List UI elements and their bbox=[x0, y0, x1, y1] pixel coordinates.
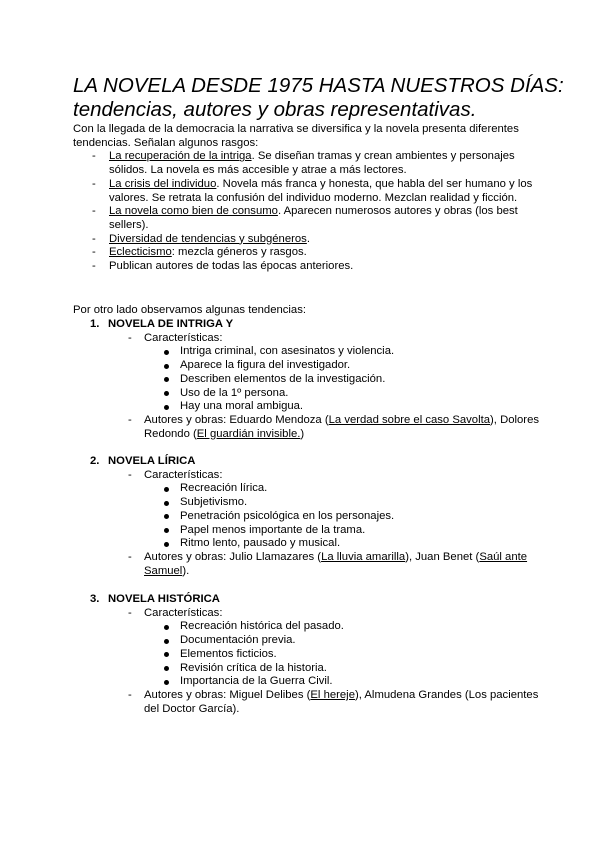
rasgo-item bbox=[73, 205, 543, 232]
section-heading bbox=[73, 455, 553, 469]
section-title: NOVELA HISTÓRICA bbox=[108, 593, 220, 605]
list-item: Recreación histórica del pasado. bbox=[144, 620, 553, 634]
autores-item bbox=[73, 551, 553, 578]
list-item: Hay una moral ambigua. bbox=[144, 400, 553, 414]
list-item: Papel menos importante de la trama. bbox=[144, 524, 553, 538]
autores-text: ) bbox=[300, 427, 305, 440]
section-number: 2. bbox=[90, 455, 100, 467]
section-title: NOVELA LÍRICA bbox=[108, 455, 196, 467]
list-item: Intriga criminal, con asesinatos y violencia. bbox=[144, 345, 553, 359]
section-number: 1. bbox=[90, 318, 100, 330]
rasgo-desc: . Aparecen numerosos autores y obras (los best sellers). bbox=[109, 205, 518, 231]
list-item: Penetración psicológica en los personajes. bbox=[144, 510, 553, 524]
caracteristicas-item bbox=[73, 607, 553, 689]
obra-title: La lluvia amarilla bbox=[321, 550, 406, 563]
list-item: Elementos ficticios. bbox=[144, 648, 553, 662]
rasgo-desc: . bbox=[306, 232, 310, 245]
caracteristicas-label: Características: bbox=[144, 331, 223, 344]
document-title: LA NOVELA DESDE 1975 HASTA NUESTROS DÍAS: tendencias, autores y obras representativas. bbox=[73, 74, 564, 121]
caracteristicas-label: Características: bbox=[144, 606, 223, 619]
autores-text: ), Juan Benet ( bbox=[405, 550, 480, 563]
autores-text: Autores y obras: Julio Llamazares ( bbox=[144, 550, 322, 563]
rasgo-term: Diversidad de tendencias y subgéneros bbox=[109, 232, 307, 245]
autores-item bbox=[73, 689, 553, 716]
intro-paragraph: Con la llegada de la democracia la narrativa se diversifica y la novela presenta diferentes tendencias. Señalan algunos rasgos: bbox=[73, 123, 519, 149]
rasgo-item bbox=[73, 246, 543, 260]
section-historica bbox=[73, 593, 553, 716]
section-sublist bbox=[73, 469, 553, 579]
rasgo-term: La recuperación de la intriga bbox=[109, 150, 252, 163]
tendencias-intro: Por otro lado observamos algunas tendencias: bbox=[73, 304, 306, 316]
obra-title: El hereje bbox=[310, 688, 355, 701]
section-heading bbox=[73, 593, 553, 607]
section-number: 3. bbox=[90, 593, 100, 605]
list-item: Ritmo lento, pausado y musical. bbox=[144, 537, 553, 551]
list-item: Aparece la figura del investigador. bbox=[144, 359, 553, 373]
autores-item bbox=[73, 414, 553, 441]
rasgo-item bbox=[73, 233, 543, 247]
list-item: Describen elementos de la investigación. bbox=[144, 373, 553, 387]
rasgo-term: Eclecticismo bbox=[109, 246, 172, 259]
section-lirica bbox=[73, 455, 553, 578]
rasgo-desc: . Novela más franca y honesta, que habla del ser humano y los valores. Se retrata la confusión del individuo moderno. Mezclan realidad y ficción. bbox=[109, 177, 533, 204]
autores-text: ). bbox=[182, 564, 190, 577]
rasgo-desc: . Se diseñan tramas y crean ambientes y personajes sólidos. La novela es más accesible y atrae a más lectores. bbox=[109, 150, 515, 177]
rasgo-term: La novela como bien de consumo bbox=[109, 205, 278, 218]
list-item: Importancia de la Guerra Civil. bbox=[144, 675, 553, 689]
caracteristicas-label: Características: bbox=[144, 468, 223, 481]
caracteristicas-item bbox=[73, 332, 553, 414]
rasgo-term: La crisis del individuo bbox=[109, 177, 217, 190]
autores-text: Autores y obras: Miguel Delibes ( bbox=[144, 688, 311, 701]
rasgo-desc: : mezcla géneros y rasgos. bbox=[171, 246, 307, 259]
caracteristicas-list bbox=[144, 482, 553, 551]
list-item: Subjetivismo. bbox=[144, 496, 553, 510]
rasgo-item bbox=[73, 178, 543, 205]
intro-block bbox=[73, 123, 543, 274]
section-heading bbox=[73, 318, 553, 332]
list-item: Documentación previa. bbox=[144, 634, 553, 648]
section-sublist bbox=[73, 332, 553, 442]
list-item: Revisión crítica de la historia. bbox=[144, 662, 553, 676]
rasgo-item bbox=[73, 150, 543, 177]
rasgo-desc: Publican autores de todas las épocas anteriores. bbox=[109, 260, 354, 273]
obra-title: El guardián invisible. bbox=[196, 427, 301, 440]
section-title: NOVELA DE INTRIGA Y bbox=[108, 318, 234, 330]
caracteristicas-item bbox=[73, 469, 553, 551]
autores-text: ), Almudena Grandes (Los pacientes del Doctor García). bbox=[144, 688, 539, 715]
list-item: Recreación lírica. bbox=[144, 482, 553, 496]
rasgos-list bbox=[73, 150, 543, 273]
autores-text: ), Dolores Redondo ( bbox=[144, 413, 539, 440]
section-sublist bbox=[73, 607, 553, 717]
obra-title: La verdad sobre el caso Savolta bbox=[328, 413, 491, 426]
rasgo-item bbox=[73, 260, 543, 274]
autores-text: Autores y obras: Eduardo Mendoza ( bbox=[144, 413, 329, 426]
section-intriga bbox=[73, 318, 553, 441]
list-item: Uso de la 1º persona. bbox=[144, 387, 553, 401]
caracteristicas-list bbox=[144, 620, 553, 689]
caracteristicas-list bbox=[144, 345, 553, 414]
obra-title: Saúl ante Samuel bbox=[144, 550, 528, 577]
